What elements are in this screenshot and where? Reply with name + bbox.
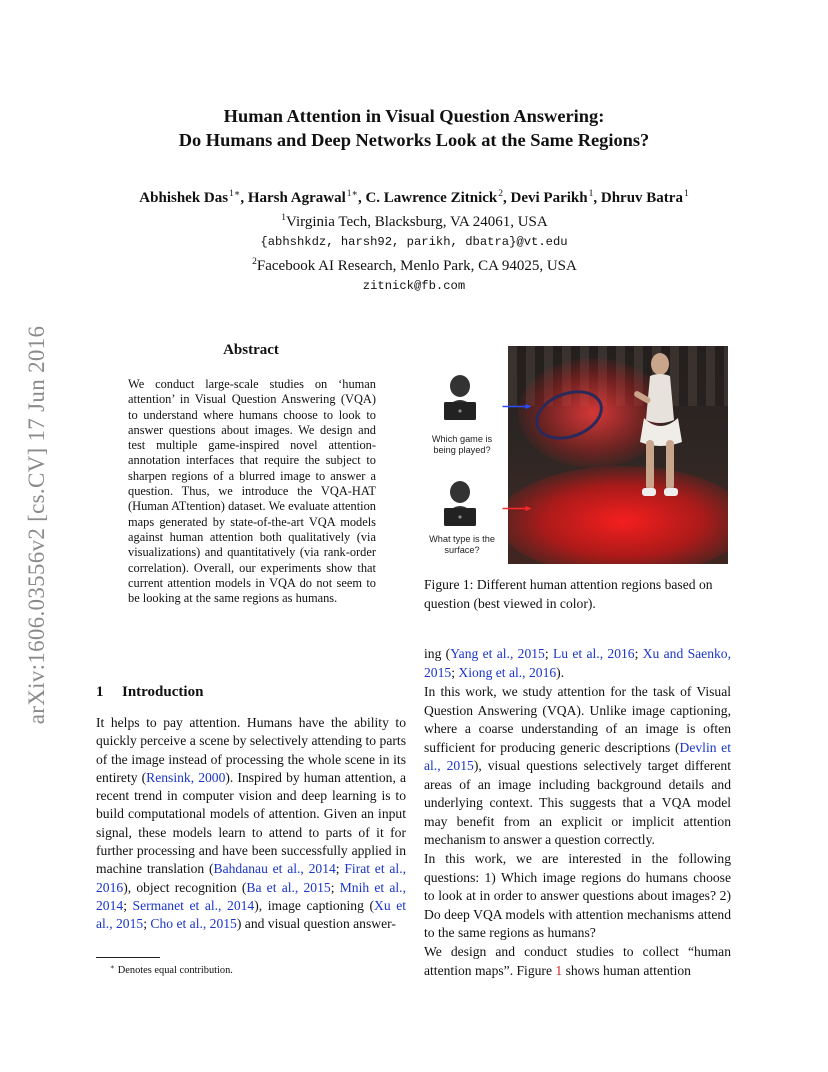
author-3: C. Lawrence Zitnick: [365, 190, 498, 206]
author-5: Dhruv Batra: [600, 190, 683, 206]
citation-link[interactable]: Xu et al., 2015: [96, 897, 406, 932]
citation-link[interactable]: Devlin et al., 2015: [424, 739, 731, 773]
intro-text: ). Inspired by human attention, a recent trend in computer vision and deep learning is to build computational models of attention. Given an input signal, these models learn to attend to parts of it for further processing and have been successfully applied in machine translation (: [96, 769, 406, 877]
abstract-heading: Abstract: [223, 342, 279, 358]
affiliation-1-text: Virginia Tech, Blacksburg, VA 24061, USA: [286, 214, 548, 230]
author-2-sup: 1∗: [346, 189, 358, 199]
author-5-sup: 1: [683, 189, 689, 199]
intro-paragraph-1: [96, 714, 406, 934]
intro-paragraph-3: In this work, we are interested in the following questions: 1) Which image regions do humans choose to look at in order to answer questions about images? 2) Do deep VQA models with attention mechanisms attend to the same regions as humans?: [424, 851, 731, 940]
intro-paragraph-4: [424, 943, 731, 980]
intro-continuation: [424, 645, 731, 682]
intro-text: ), visual questions selectively target different areas of an image including background details and underlying context. This suggests that a VQA model may benefit from an explicit or implicit attention mechanism to answer a question correctly.: [424, 758, 731, 847]
intro-text: ing (: [424, 646, 451, 661]
intro-text: ) and visual question answer-: [236, 916, 396, 932]
title-line-1: Human Attention in Visual Question Answering:: [223, 106, 605, 126]
affiliation-2: [80, 252, 748, 276]
affiliation-1: [80, 208, 748, 232]
person-laptop-icon: [440, 374, 480, 422]
human-agent-1: [436, 374, 484, 422]
intro-text: shows human attention: [562, 962, 691, 978]
citation-link[interactable]: Yang et al., 2015: [450, 646, 545, 661]
section-heading-introduction: [96, 684, 406, 701]
citation-separator: ;: [544, 646, 553, 661]
intro-paragraph-2: [424, 683, 731, 850]
citation-link[interactable]: Lu et al., 2016: [552, 646, 635, 661]
question-1: Which game is being played?: [431, 434, 493, 455]
author-names: Abhishek Das$^{1∗}$, Harsh Agrawal$^{1∗}$, C. Lawrence Zitnick$^2$, Devi Parikh$^1$, Dhruv Batra$^1$: [139, 189, 689, 206]
intro-text: ), object recognition (: [123, 879, 247, 895]
footnote-text: Denotes equal contribution.: [117, 965, 233, 976]
intro-text: In this work, we study attention for the task of Visual Question Answering (VQA). Unlike image captioning, where a coarse understanding of an image is often sufficient for producing generic descriptions (: [424, 684, 731, 755]
author-4: Devi Parikh: [510, 190, 588, 206]
author-2: Harsh Agrawal: [247, 190, 346, 206]
author-1: Abhishek Das: [139, 190, 229, 206]
question-2: What type is the surface?: [429, 534, 495, 555]
arxiv-stamp: [22, 290, 52, 760]
citation-link[interactable]: Ba et al., 2015: [246, 879, 331, 895]
affiliation-2-sup: 2: [252, 257, 257, 267]
human-agent-2: [436, 480, 484, 528]
citation-link[interactable]: Mnih et al., 2014: [96, 879, 406, 913]
arrow-right-icon: [488, 506, 546, 511]
section-number: 1: [96, 684, 104, 700]
citation-link[interactable]: Cho et al., 2015: [150, 916, 237, 932]
footnote-rule: [96, 957, 160, 958]
figure-1-caption: Figure 1: Different human attention regions based on question (best viewed in color).: [424, 577, 713, 611]
citation-separator: ;: [123, 897, 133, 913]
intro-text: ).: [556, 664, 565, 680]
email-2[interactable]: zitnick@fb.com: [362, 279, 466, 293]
email-1[interactable]: {abhshkdz, harsh92, parikh, dbatra}@vt.edu: [260, 235, 568, 249]
citation-link[interactable]: Rensink, 2000: [146, 769, 226, 785]
abstract-body: We conduct large-scale studies on ‘human attention’ in Visual Question Answering (VQA) to understand where humans choose to look to answer questions about images. We design and test multiple game-inspired novel attention-annotation interfaces that require the subject to sharpen regions of a blurred image to answer a question. Thus, we introduce the VQA-HAT (Human ATtention) dataset. We evaluate attention maps generated by state-of-the-art VQA models against human attention both qualitatively (via visualizations) and quantitatively (via rank-order correlation). Overall, our experiments show that current attention models in VQA do not seem to be looking at the same regions as humans.: [128, 377, 376, 606]
intro-text: It helps to pay attention. Humans have the ability to quickly perceive a scene by selectively attending to parts of the image instead of processing the whole scene in its entirety (: [96, 715, 406, 785]
intro-text: We design and conduct studies to collect “human attention maps”. Figure: [424, 944, 731, 978]
citation-link[interactable]: Firat et al., 2016: [96, 861, 406, 895]
attention-heatmap-ground: [508, 466, 728, 564]
section-title: Introduction: [122, 684, 204, 700]
intro-text: ), image captioning (: [254, 897, 374, 913]
footnote-mark: ∗: [110, 963, 115, 971]
citation-separator: ;: [143, 916, 151, 932]
figure-ref-link[interactable]: 1: [555, 962, 563, 978]
paper-title: [100, 104, 728, 152]
author-block: [80, 184, 748, 296]
person-laptop-icon: [440, 480, 480, 528]
arxiv-stamp-text: arXiv:1606.03556v2 [cs.CV] 17 Jun 2016: [24, 325, 49, 725]
footnote: [110, 963, 233, 976]
tennis-attention-photo: [508, 346, 728, 564]
citation-separator: ;: [451, 664, 459, 680]
title-line-2: Do Humans and Deep Networks Look at the Same Regions?: [178, 130, 650, 150]
citation-link[interactable]: Sermanet et al., 2014: [132, 897, 255, 913]
author-3-sup: 2: [498, 189, 504, 199]
citation-separator: ;: [335, 861, 345, 877]
author-1-sup: 1∗: [229, 189, 241, 199]
tennis-player-figure: [624, 350, 694, 510]
citation-link[interactable]: Xiong et al., 2016: [458, 664, 557, 680]
figure-1: [422, 344, 734, 566]
affiliation-1-sup: 1: [281, 213, 287, 223]
affiliation-2-text: Facebook AI Research, Menlo Park, CA 94025, USA: [256, 258, 577, 274]
citation-separator: ;: [330, 879, 340, 895]
author-4-sup: 1: [588, 189, 594, 199]
citation-link[interactable]: Bahdanau et al., 2014: [213, 861, 336, 877]
citation-link[interactable]: Xu and Saenko, 2015: [424, 646, 731, 680]
arrow-right-icon: [488, 404, 546, 409]
citation-separator: ;: [634, 646, 643, 661]
